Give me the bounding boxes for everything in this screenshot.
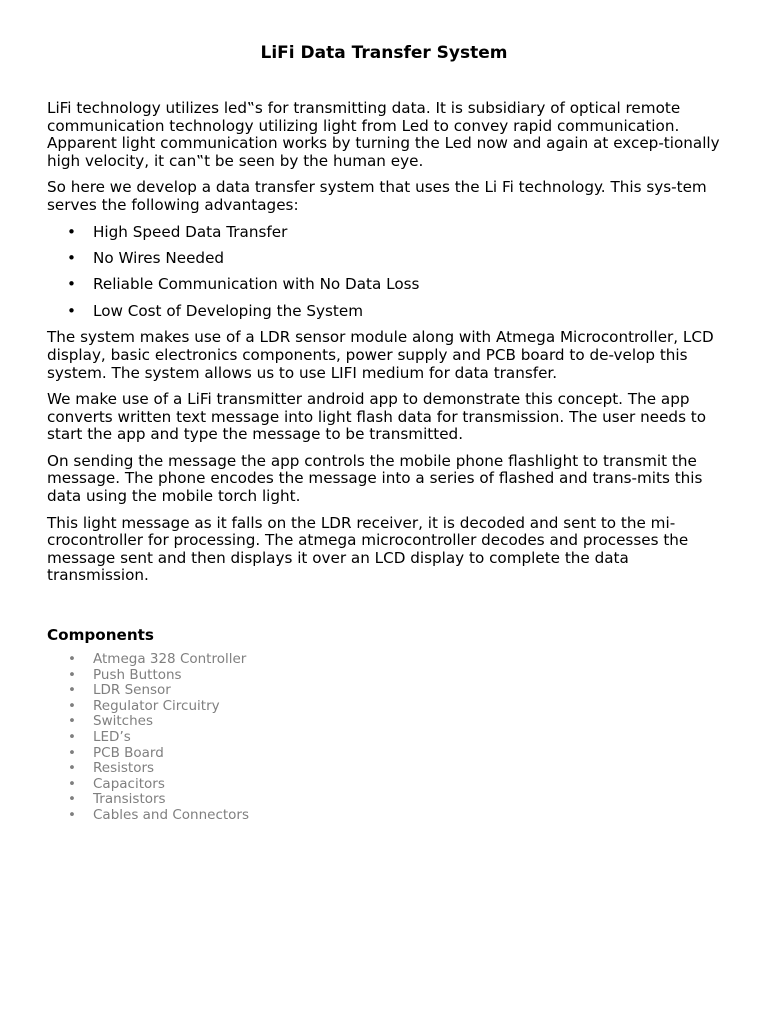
list-item — [47, 714, 249, 730]
components-list — [47, 652, 249, 824]
list-item — [47, 668, 249, 684]
component-label: Regulator Circuitry — [93, 697, 220, 714]
list-item — [47, 303, 725, 321]
list-item — [47, 808, 249, 824]
system-paragraph: The system makes use of a LDR sensor module along with Atmega Microcontroller, LCD display, basic electronics components, power supply and PCB board to de-velop this system. The system allows us to use LIFI medium for data transfer. — [47, 328, 714, 382]
component-label: Atmega 328 Controller — [93, 651, 247, 667]
advantages-intro-paragraph: So here we develop a data transfer system that uses the Li Fi technology. This sys-tem serves the following advantages: — [47, 178, 707, 214]
component-label: Switches — [93, 713, 153, 730]
list-item — [47, 224, 725, 242]
bullet-icon: • — [68, 697, 76, 714]
app-paragraph: We make use of a LiFi transmitter android app to demonstrate this concept. The app converts written text message into light flash data for transmission. The user needs to start the app and type the message to be transmitted. — [47, 390, 707, 444]
list-item-label: High Speed Data Transfer — [93, 222, 288, 241]
list-item — [47, 683, 249, 699]
component-label: Capacitors — [93, 775, 165, 792]
component-label: PCB Board — [93, 744, 164, 761]
component-label: Push Buttons — [93, 666, 182, 683]
bullet-icon: • — [68, 744, 76, 761]
list-item-label: Reliable Communication with No Data Loss — [93, 275, 420, 294]
bullet-icon: • — [68, 666, 76, 683]
list-item — [47, 652, 249, 668]
list-item — [47, 761, 249, 777]
bullet-icon: • — [68, 713, 76, 730]
list-item — [47, 699, 249, 715]
bullet-icon: • — [67, 248, 76, 267]
bullet-icon: • — [67, 301, 76, 320]
bullet-icon: • — [68, 791, 76, 808]
component-label: LED’s — [93, 728, 131, 745]
component-label: Resistors — [93, 760, 155, 777]
document-title: LiFi Data Transfer System — [260, 43, 508, 63]
receiver-paragraph: This light message as it falls on the LDR receiver, it is decoded and sent to the mi-crocontroller for processing. The atmega microcontroller decodes and processes the message sent and then displays it over an LCD display to complete the data transmission. — [47, 513, 689, 585]
component-label: Transistors — [93, 791, 166, 808]
bullet-icon: • — [68, 651, 76, 667]
bullet-icon: • — [68, 760, 76, 777]
bullet-icon: • — [67, 275, 76, 294]
list-item-label: Low Cost of Developing the System — [93, 301, 364, 320]
list-item — [47, 746, 249, 762]
intro-paragraph: LiFi technology utilizes led‟s for transmitting data. It is subsidiary of optical remote communication technology utilizing light from Led to convey rapid communication. Apparent light communication works by turning the Led now and again at excep-tionally high velocity, it can‟t be seen by the human eye. — [47, 99, 720, 170]
component-label: LDR Sensor — [93, 682, 171, 699]
transmit-paragraph: On sending the message the app controls the mobile phone flashlight to transmit the message. The phone encodes the message into a series of flashed and trans-mits this data using the mobile torch light. — [47, 451, 703, 506]
components-heading: Components — [47, 626, 154, 644]
component-label: Cables and Connectors — [93, 806, 250, 823]
list-item — [47, 276, 725, 294]
bullet-icon: • — [67, 222, 76, 241]
document-body — [47, 100, 725, 594]
list-item — [47, 730, 249, 746]
bullet-icon: • — [68, 775, 76, 792]
list-item — [47, 777, 249, 793]
advantages-list — [47, 224, 725, 321]
list-item-label: No Wires Needed — [93, 248, 225, 267]
bullet-icon: • — [68, 806, 76, 823]
list-item — [47, 792, 249, 808]
bullet-icon: • — [68, 728, 76, 745]
list-item — [47, 250, 725, 268]
bullet-icon: • — [68, 682, 76, 699]
